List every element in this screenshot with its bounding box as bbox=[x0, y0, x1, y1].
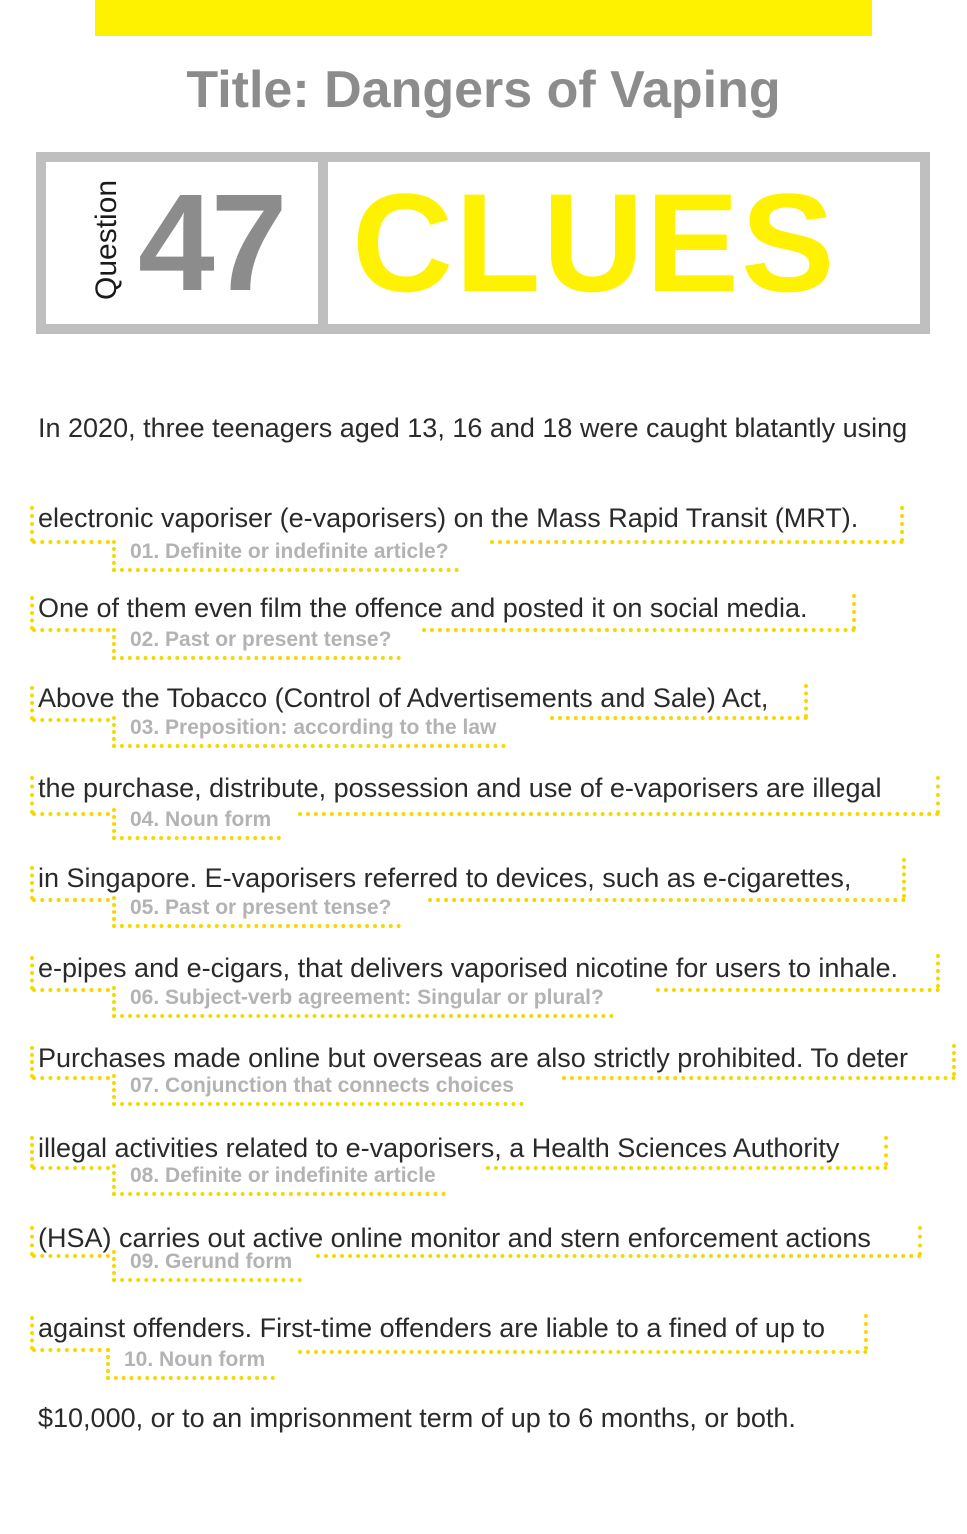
sentence-text: Above the Tobacco (Control of Advertisements and Sale) Act, bbox=[38, 683, 769, 713]
bracket-left-cap bbox=[30, 866, 34, 900]
clue-label: 05. Past or present tense? bbox=[112, 896, 401, 928]
bracket-left-cap bbox=[30, 596, 34, 630]
bracket-left-cap bbox=[30, 1316, 34, 1350]
bracket-right-cap bbox=[852, 594, 856, 630]
bracket-left-dots bbox=[32, 540, 110, 544]
bracket-right-dots bbox=[422, 628, 856, 632]
bracket-left-dots bbox=[32, 628, 110, 632]
sentence-text: One of them even film the offence and posted it on social media. bbox=[38, 593, 808, 623]
bracket-right-cap bbox=[918, 1226, 922, 1256]
bracket-left-dots bbox=[32, 1254, 110, 1258]
bracket-right-cap bbox=[936, 954, 940, 988]
bracket-right-cap bbox=[884, 1136, 888, 1166]
intro-line: In 2020, three teenagers aged 13, 16 and 18 were caught blatantly using bbox=[38, 413, 908, 443]
question-label: Question bbox=[90, 179, 123, 300]
header-divider bbox=[318, 162, 328, 324]
bracket-left-dots bbox=[32, 988, 110, 992]
sentence-text: electronic vaporiser (e-vaporisers) on the Mass Rapid Transit (MRT). bbox=[38, 503, 859, 533]
clue-label: 09. Gerund form bbox=[112, 1250, 302, 1282]
bracket-right-dots bbox=[562, 1076, 956, 1080]
clue-label: 06. Subject-verb agreement: Singular or plural? bbox=[112, 986, 614, 1018]
bracket-left-cap bbox=[30, 506, 34, 542]
bracket-left-dots bbox=[32, 1348, 110, 1352]
clue-label: 10. Noun form bbox=[106, 1348, 275, 1380]
bracket-left-dots bbox=[32, 898, 110, 902]
bracket-left-cap bbox=[30, 686, 34, 720]
sentence-text: e-pipes and e-cigars, that delivers vaporised nicotine for users to inhale. bbox=[38, 953, 898, 983]
sentence-text: illegal activities related to e-vaporisers, a Health Sciences Authority bbox=[38, 1133, 840, 1163]
bracket-right-dots bbox=[490, 540, 904, 544]
clue-label: 02. Past or present tense? bbox=[112, 628, 401, 660]
sentence-text: in Singapore. E-vaporisers referred to devices, such as e-cigarettes, bbox=[38, 863, 852, 893]
bracket-right-dots bbox=[550, 716, 808, 720]
bracket-right-cap bbox=[864, 1314, 868, 1350]
sentence-text: against offenders. First-time offenders are liable to a fined of up to bbox=[38, 1313, 825, 1343]
bracket-right-cap bbox=[804, 684, 808, 718]
bracket-left-dots bbox=[32, 812, 110, 816]
bracket-right-dots bbox=[316, 1254, 922, 1258]
bracket-left-cap bbox=[30, 1046, 34, 1078]
question-header-box bbox=[36, 152, 930, 334]
clue-label: 08. Definite or indefinite article bbox=[112, 1164, 446, 1196]
bracket-right-dots bbox=[298, 812, 940, 816]
bracket-left-cap bbox=[30, 1136, 34, 1168]
sentence-text: Purchases made online but overseas are also strictly prohibited. To deter bbox=[38, 1043, 908, 1073]
clues-heading: CLUES bbox=[352, 164, 837, 321]
bracket-right-dots bbox=[298, 1350, 868, 1354]
sentence-text: (HSA) carries out active online monitor and stern enforcement actions bbox=[38, 1223, 871, 1253]
sentence-text: the purchase, distribute, possession and use of e-vaporisers are illegal bbox=[38, 773, 882, 803]
bracket-left-cap bbox=[30, 956, 34, 990]
bracket-right-dots bbox=[656, 988, 940, 992]
bracket-right-dots bbox=[486, 1166, 888, 1170]
bracket-right-cap bbox=[902, 858, 906, 898]
bracket-right-cap bbox=[900, 506, 904, 542]
clue-label: 03. Preposition: according to the law bbox=[112, 716, 506, 748]
question-number: 47 bbox=[138, 166, 284, 320]
top-yellow-bar bbox=[95, 0, 872, 36]
bracket-left-cap bbox=[30, 1226, 34, 1256]
bracket-right-dots bbox=[428, 898, 906, 902]
bracket-right-cap bbox=[952, 1044, 956, 1076]
bracket-left-dots bbox=[32, 718, 110, 722]
page-title: Title: Dangers of Vaping bbox=[186, 61, 781, 119]
clue-label: 01. Definite or indefinite article? bbox=[112, 540, 459, 572]
bracket-left-cap bbox=[30, 776, 34, 814]
closing-line: $10,000, or to an imprisonment term of up to 6 months, or both. bbox=[38, 1403, 796, 1433]
bracket-left-dots bbox=[32, 1166, 110, 1170]
bracket-right-cap bbox=[936, 776, 940, 814]
clue-label: 04. Noun form bbox=[112, 808, 281, 840]
clue-label: 07. Conjunction that connects choices bbox=[112, 1074, 524, 1106]
bracket-left-dots bbox=[32, 1076, 110, 1080]
